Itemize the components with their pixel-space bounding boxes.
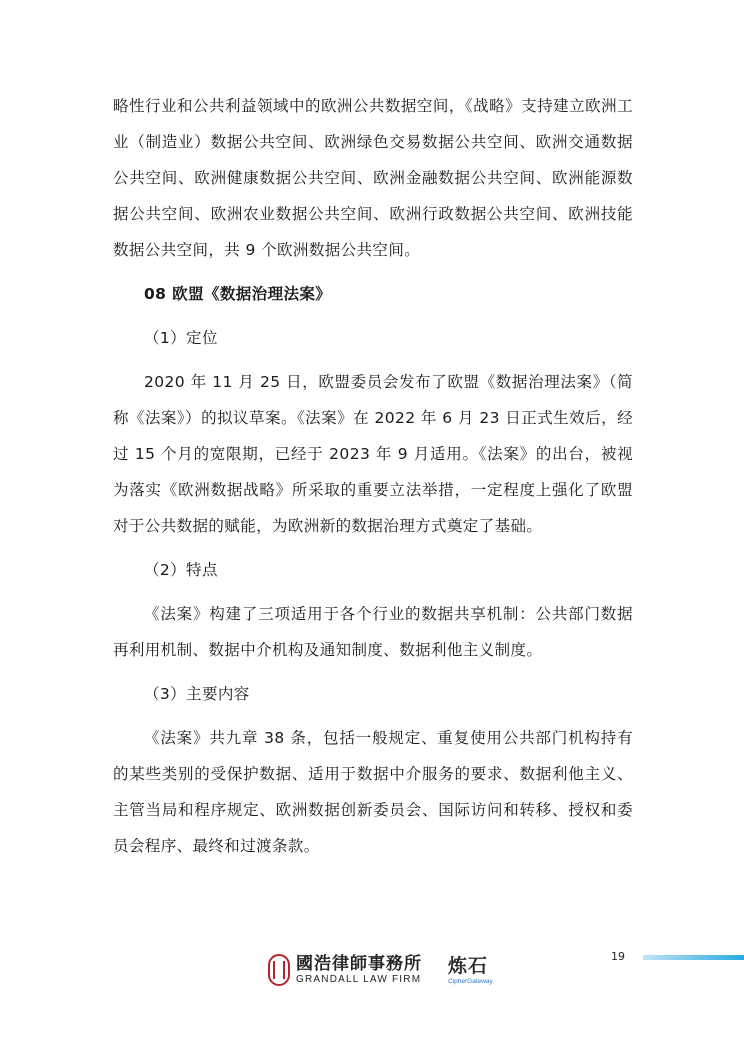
brand-name-english: CipherGateway	[448, 977, 493, 985]
paragraph-spaces-list: 略性行业和公共利益领域中的欧洲公共数据空间，《战略》支持建立欧洲工业（制造业）数据公共空间、欧洲绿色交易数据公共空间、欧洲交通数据公共空间、欧洲健康数据公共空间、欧洲金融数据公共空间、欧洲能源数据公共空间、欧洲农业数据公共空间、欧洲行政数据公共空间、欧洲技能数据公共空间，共 9 个欧洲数据公共空间。	[113, 97, 633, 259]
paragraph-features: 《法案》构建了三项适用于各个行业的数据共享机制：公共部门数据再利用机制、数据中介机构及通知制度、数据利他主义制度。	[113, 605, 633, 659]
paragraph-positioning: 2020 年 11 月 25 日，欧盟委员会发布了欧盟《数据治理法案》（简称《法案》）的拟议草案。《法案》在 2022 年 6 月 23 日正式生效后，经过 15 个月的宽限期，已经于 2023 年 9 月适用。《法案》的出台，被视为落实《欧洲数据战略》所采取的重要立法举措，一定程度上强化了欧盟对于公共数据的赋能，为欧洲新的数据治理方式奠定了基础。	[113, 373, 633, 535]
subheading-features: （2）特点	[144, 561, 218, 579]
page-accent-bar	[643, 955, 744, 960]
grandall-seal-icon	[268, 954, 290, 986]
subheading-positioning: （1）定位	[144, 329, 218, 347]
footer-logos	[268, 950, 493, 990]
ciphergateway-logo	[448, 955, 493, 986]
firm-name-chinese: 國浩律師事務所	[296, 954, 422, 974]
grandall-logo	[296, 954, 422, 986]
subheading-main-content: （3）主要内容	[144, 685, 250, 703]
document-body	[113, 88, 633, 872]
firm-name-english: GRANDALL LAW FIRM	[296, 974, 422, 985]
brand-name-chinese: 炼石	[448, 954, 489, 977]
paragraph-main-content: 《法案》共九章 38 条，包括一般规定、重复使用公共部门机构持有的某些类别的受保护数据、适用于数据中介服务的要求、数据利他主义、主管当局和程序规定、欧洲数据创新委员会、国际访问和转移、授权和委员会程序、最终和过渡条款。	[113, 729, 633, 855]
section-heading-data-governance-act: 08 欧盟《数据治理法案》	[144, 285, 332, 303]
page-number: 19	[611, 950, 625, 963]
